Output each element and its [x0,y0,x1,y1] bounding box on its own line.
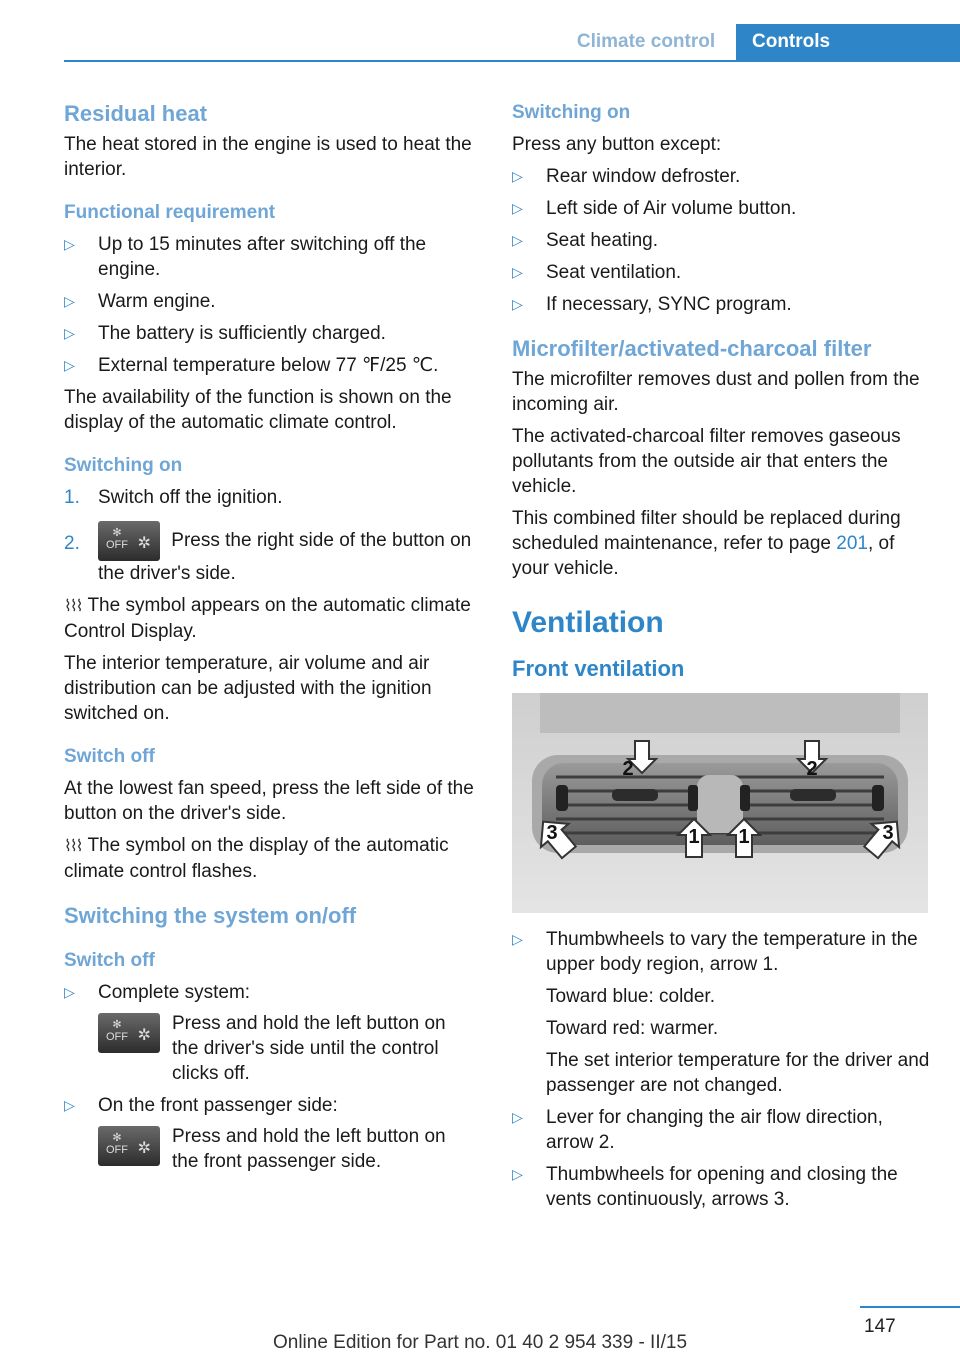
filter-text-2: The activated-charcoal filter removes gaseous pollutants from the outside air that enters the vehicle. [512,426,901,497]
list-item: ▷ Complete system: ✻ OFF ✲ Press and hold the left button on the driver's side until the control clicks off. [64,980,474,1086]
residual-heat-icon: ⌇⌇⌇ [64,838,82,855]
ventilation-heading: Ventilation [512,606,664,639]
functional-requirement-heading: Functional requirement [64,202,276,223]
except-list [512,164,930,317]
complete-system-text: Press and hold the left button on the driver's side until the control clicks off. [172,1013,446,1084]
bullet-triangle-icon: ▷ [512,296,523,312]
climate-button-icon [98,1013,160,1053]
press-any-text: Press any button except: [512,134,722,155]
residual-heat-heading: Residual heat [64,101,208,126]
list-item: ▷ Thumbwheels for opening and closing the vents continuously, arrows 3. [512,1164,898,1210]
switching-on-heading: Switching on [64,455,183,476]
vent-list [512,927,930,1212]
photo-label: 3 [546,822,558,844]
bullet-triangle-icon: ▷ [512,931,523,947]
passenger-text: Press and hold the left button on the front passenger side. [172,1126,446,1172]
list-item: ▷ If necessary, SYNC program. [512,294,792,315]
list-item: ▷ External temperature below 77 ℉/25 ℃. [64,355,439,376]
fan-icon: ✲ [137,535,151,552]
photo-label: 2 [622,758,634,780]
filter-heading: Microfilter/activated-charcoal filter [512,336,872,361]
photo-label: 3 [882,822,894,844]
header-rule [64,60,960,62]
switch-off-text: At the lowest fan speed, press the left side of the button on the driver's side. [64,778,474,824]
list-item: ▷ Seat heating. [512,230,658,251]
front-ventilation-photo [512,693,928,913]
right-column [512,100,930,1219]
bullet-triangle-icon: ▷ [64,984,75,1000]
list-item: ▷ Up to 15 minutes after switching off the engine. [64,234,427,280]
photo-label: 2 [806,758,818,780]
header-section-title: Climate control [576,31,716,52]
residual-heat-icon: ⌇⌇⌇ [64,598,82,615]
fan-off-icon: ✻ OFF [106,1019,128,1043]
list-item: ▷ Lever for changing the air flow direction, arrow 2. [512,1107,883,1153]
bullet-triangle-icon: ▷ [64,293,75,309]
fan-icon: ✲ [137,1027,151,1044]
list-item: ▷ Thumbwheels to vary the temperature in the upper body region, arrow 1. Toward blue: colder. Toward red: warmer. The set interior temperature for the driver and passenger are not changed. [512,929,930,1096]
list-item: ▷ The battery is sufficiently charged. [64,323,386,344]
page-number: 147 [864,1316,896,1337]
edition-text: Online Edition for Part no. 01 40 2 954 339 - II/15 [272,1332,688,1353]
filter-text-3: This combined filter should be replaced during scheduled maintenance, refer to page 201, of your vehicle. [512,508,901,579]
symbol-flashes-text: ⌇⌇⌇ The symbol on the display of the automatic climate control flashes. [64,835,449,882]
switching-on-steps [64,485,474,586]
list-item: ▷ Seat ventilation. [512,262,682,283]
header-chapter-tab: Controls [736,24,960,60]
list-item: ▷ Left side of Air volume button. [512,198,797,219]
system-off-list [64,980,474,1174]
functional-requirement-list [64,232,474,378]
availability-text: The availability of the function is shown on the display of the automatic climate control. [64,387,452,433]
bullet-triangle-icon: ▷ [512,1166,523,1182]
bullet-triangle-icon: ▷ [512,200,523,216]
bullet-triangle-icon: ▷ [64,325,75,341]
climate-button-icon [98,521,160,561]
bullet-triangle-icon: ▷ [512,168,523,184]
page-link[interactable]: 201 [836,533,868,554]
list-item: ▷ Rear window defroster. [512,166,741,187]
fan-off-icon: ✻ OFF [106,527,128,551]
list-item: ▷ Warm engine. [64,291,216,312]
bullet-triangle-icon: ▷ [64,236,75,252]
list-item: 1. Switch off the ignition. [64,487,283,508]
footer-rule [860,1306,960,1308]
bullet-triangle-icon: ▷ [64,357,75,373]
photo-label: 1 [738,826,750,848]
switch-off-heading: Switch off [64,746,155,767]
bullet-triangle-icon: ▷ [512,1109,523,1125]
climate-button-icon [98,1126,160,1166]
front-ventilation-heading: Front ventilation [512,656,685,681]
switch-off-2-heading: Switch off [64,950,155,971]
photo-label: 1 [688,826,700,848]
list-item: ▷ On the front passenger side: ✻ OFF ✲ Press and hold the left button on the front passenger side. [64,1093,474,1174]
switching-on-heading-right: Switching on [512,102,631,123]
left-column [64,100,474,1181]
symbol-appears-text: ⌇⌇⌇ The symbol appears on the automatic climate Control Display. [64,595,471,642]
fan-off-icon: ✻ OFF [106,1132,128,1156]
filter-text-1: The microfilter removes dust and pollen from the incoming air. [512,369,920,415]
fan-icon: ✲ [137,1140,151,1157]
residual-heat-text: The heat stored in the engine is used to heat the interior. [64,134,472,180]
bullet-triangle-icon: ▷ [512,232,523,248]
system-onoff-heading: Switching the system on/off [64,903,357,928]
bullet-triangle-icon: ▷ [512,264,523,280]
list-item: 2. ✻ OFF ✲ Press the right side of the button on the driver's side. [64,517,474,586]
interior-adjust-text: The interior temperature, air volume and air distribution can be adjusted with the ignition switched on. [64,653,432,724]
bullet-triangle-icon: ▷ [64,1097,75,1113]
